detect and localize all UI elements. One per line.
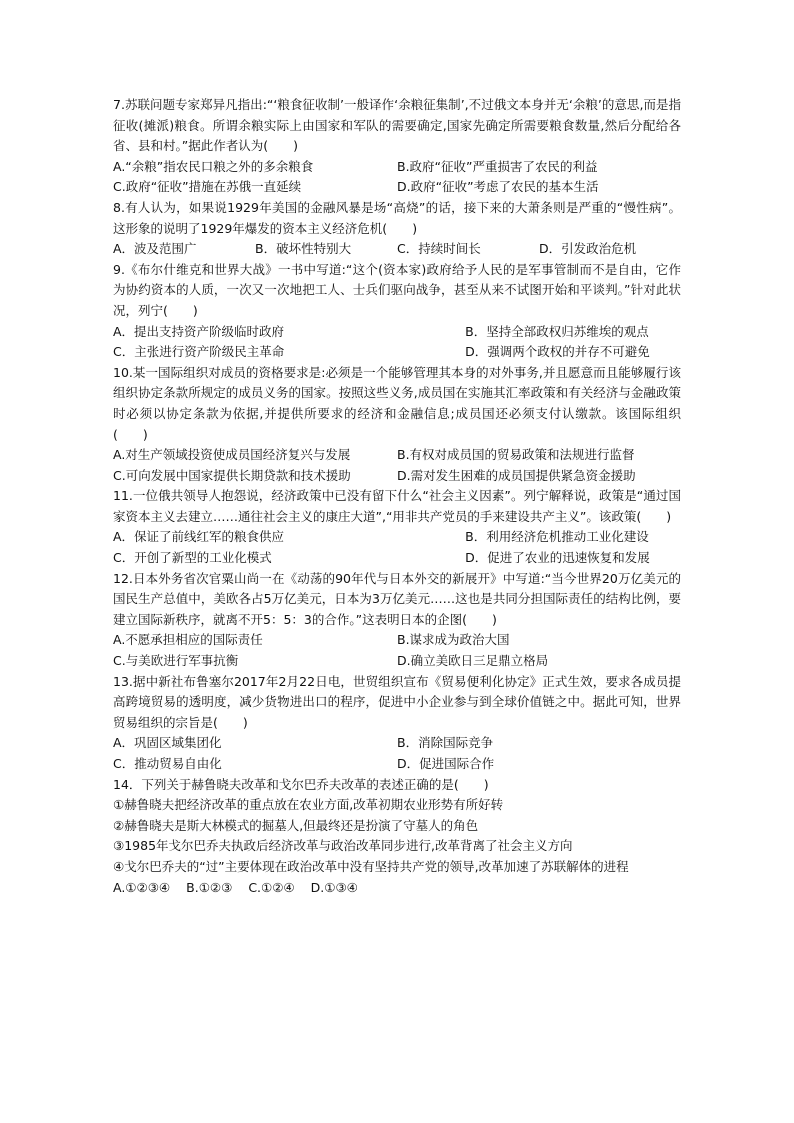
- question-8: [113, 198, 681, 260]
- question-8-option-d[interactable]: D．引发政治危机: [539, 241, 637, 257]
- question-13-options-row-1: [113, 733, 681, 754]
- question-13-option-b[interactable]: B．消除国际竞争: [397, 735, 494, 751]
- question-13-option-d[interactable]: D．促进国际合作: [397, 756, 495, 771]
- question-12-options-row-1: [113, 630, 681, 651]
- question-11-options-row-1: [113, 527, 681, 548]
- question-sheet: [113, 95, 707, 898]
- question-10-options-row-2: [113, 466, 681, 487]
- question-14-stem: 14．下列关于赫鲁晓夫改革和戈尔巴乔夫改革的表述正确的是( ): [113, 776, 489, 792]
- question-9-option-d[interactable]: D．强调两个政权的并存不可避免: [465, 344, 650, 360]
- question-9-options-row-1: [113, 322, 681, 343]
- question-9-option-c[interactable]: C．主张进行资产阶级民主革命: [113, 344, 285, 360]
- question-11-options-row-2: [113, 548, 681, 569]
- question-7-options-row-1: [113, 157, 681, 178]
- question-13-option-a[interactable]: A．巩固区域集团化: [113, 735, 222, 751]
- question-11-option-d[interactable]: D．促进了农业的迅速恢复和发展: [465, 550, 650, 566]
- question-9-options-row-2: [113, 342, 681, 363]
- question-11-option-b[interactable]: B．利用经济危机推动工业化建设: [465, 529, 649, 545]
- question-11: [113, 486, 681, 568]
- question-14-statement-4: ④戈尔巴乔夫的“过”主要体现在政治改革中没有坚持共产党的领导,改革加速了苏联解体的进程: [113, 858, 629, 874]
- question-8-option-c[interactable]: C．持续时间长: [397, 241, 481, 257]
- question-8-options-row: [113, 239, 681, 260]
- question-14-options-row: [113, 878, 681, 899]
- question-14-option-a[interactable]: A.①②③④: [113, 879, 171, 895]
- question-13-options-row-2: [113, 754, 681, 775]
- question-10: [113, 363, 707, 487]
- question-7-options-row-2: [113, 177, 681, 198]
- question-10-option-d[interactable]: D.需对发生困难的成员国提供紧急资金援助: [397, 467, 636, 483]
- question-7-stem: 7.苏联问题专家郑异凡指出:“‘粮食征收制’一般译作‘余粮征集制’,不过俄文本身并无‘余粮’的意思,而是指征收(摊派)粮食。所谓余粮实际上由国家和军队的需要确定,国家先确定所需要粮食数量,然后分配给各省、县和村。”据此作者认为( ): [113, 97, 681, 154]
- question-14-statement-1: ①赫鲁晓夫把经济改革的重点放在农业方面,改革初期农业形势有所好转: [113, 797, 504, 813]
- question-9-option-a[interactable]: A．提出支持资产阶级临时政府: [113, 323, 285, 339]
- question-14-option-d[interactable]: D.①③④: [310, 879, 358, 895]
- question-10-options-row-1: [113, 445, 681, 466]
- question-11-option-c[interactable]: C．开创了新型的工业化模式: [113, 550, 272, 566]
- question-12-option-d[interactable]: D.确立美欧日三足鼎立格局: [397, 653, 549, 669]
- question-12-option-a[interactable]: A.不愿承担相应的国际责任: [113, 632, 263, 648]
- question-8-option-a[interactable]: A．波及范围广: [113, 241, 197, 257]
- question-14-statement-3: ③1985年戈尔巴乔夫执政后经济改革与政治改革同步进行,改革背离了社会主义方向: [113, 838, 573, 854]
- question-7-option-a[interactable]: A.“余粮”指农民口粮之外的多余粮食: [113, 158, 314, 174]
- question-14: [113, 775, 681, 899]
- question-9: [113, 260, 681, 363]
- question-13-option-c[interactable]: C．推动贸易自由化: [113, 756, 222, 771]
- question-11-stem: 11.一位俄共领导人抱怨说，经济政策中已没有留下什么“社会主义因素”。列宁解释说，政策是“通过国家资本主义去建立……通往社会主义的康庄大道”,“用非共产党员的手来建设共产主义”。该政策( ): [113, 488, 681, 524]
- question-10-option-c[interactable]: C.可向发展中国家提供长期贷款和技术援助: [113, 467, 351, 483]
- question-9-stem: 9.《布尔什维克和世界大战》一书中写道:“这个(资本家)政府给予人民的是军事管制而不是自由，它作为协约资本的人质，一次又一次地把工人、士兵们驱向战争，甚至从来不试图开始和平谈判。”针对此状况，列宁( ): [113, 261, 681, 318]
- question-7-option-d[interactable]: D.政府“征收”考虑了农民的基本生活: [397, 179, 599, 195]
- question-10-stem: 10.某一国际组织对成员的资格要求是:必须是一个能够管理其本身的对外事务,并且愿意而且能够履行该组织协定条款所规定的成员义务的国家。按照这些义务,成员国在实施其汇率政策和有关经济与金融政策时必须以协定条款为依据,并提供所要求的经济和金融信息;成员国还必须支付认缴款。该国际组织 ( ): [113, 364, 707, 442]
- question-12-option-c[interactable]: C.与美欧进行军事抗衡: [113, 653, 239, 669]
- question-7-option-b[interactable]: B.政府“征收”严重损害了农民的利益: [397, 158, 598, 174]
- question-12-options-row-2: [113, 651, 681, 672]
- question-10-option-b[interactable]: B.有权对成员国的贸易政策和法规进行监督: [397, 447, 635, 463]
- question-8-option-b[interactable]: B．破坏性特别大: [255, 241, 352, 257]
- question-14-option-b[interactable]: B.①②③: [186, 879, 233, 895]
- question-14-option-c[interactable]: C.①②④: [248, 879, 295, 895]
- question-10-option-a[interactable]: A.对生产领域投资使成员国经济复兴与发展: [113, 447, 351, 463]
- question-7: [113, 95, 681, 198]
- question-8-stem: 8.有人认为，如果说1929年美国的金融风暴是场“高烧”的话，接下来的大萧条则是严重的“慢性病”。这形象的说明了1929年爆发的资本主义经济危机( ): [113, 199, 681, 236]
- question-13-stem: 13.据中新社布鲁塞尔2017年2月22日电，世贸组织宣布《贸易便利化协定》正式生效，要求各成员提高跨境贸易的透明度，减少货物进出口的程序，促进中小企业参与到全球价值链之中。据此可知，世界贸易组织的宗旨是( ): [113, 673, 681, 730]
- question-12-option-b[interactable]: B.谋求成为政治大国: [397, 632, 510, 648]
- question-12-stem: 12.日本外务省次官粟山尚一在《动荡的90年代与日本外交的新展开》中写道:“当今世界20万亿美元的国民生产总值中，美欧各占5万亿美元，日本为3万亿美元……这也是共同分担国际责任的结构比例，要建立国际新秩序，就离不开5：5：3的合作。”这表明日本的企图( ): [113, 570, 681, 627]
- question-13: [113, 672, 681, 775]
- question-9-option-b[interactable]: B．坚持全部政权归苏维埃的观点: [465, 323, 649, 339]
- question-7-option-c[interactable]: C.政府“征收”措施在苏俄一直延续: [113, 179, 302, 195]
- question-14-statement-2: ②赫鲁晓夫是斯大林模式的掘墓人,但最终还是扮演了守墓人的角色: [113, 817, 479, 833]
- question-12: [113, 569, 681, 672]
- question-11-option-a[interactable]: A．保证了前线红军的粮食供应: [113, 529, 285, 545]
